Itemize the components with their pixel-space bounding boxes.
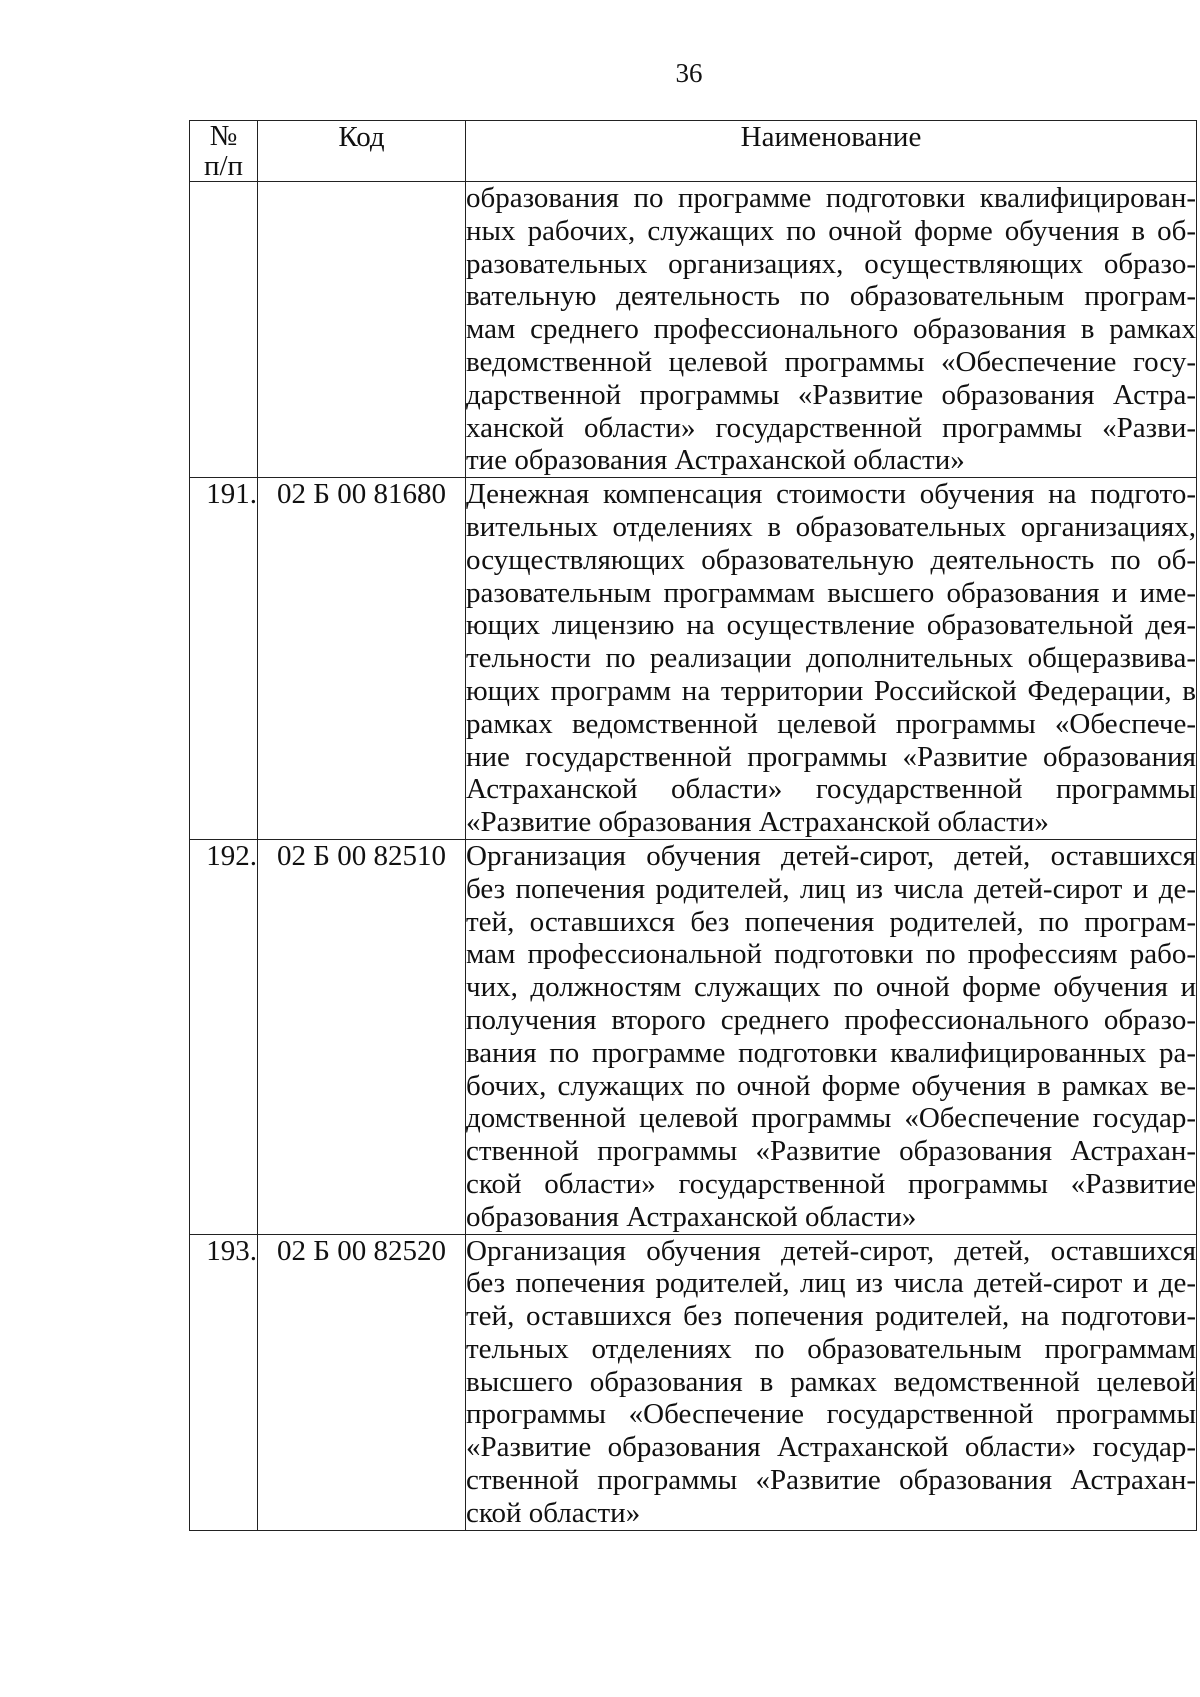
row-name-line: высшего образования в рамках ведомственной целевой — [466, 1365, 1196, 1398]
row-name-line: осуществляющих образовательную деятельность по об- — [466, 543, 1196, 576]
row-code: 02 Б 00 82520 — [258, 1234, 466, 1530]
row-name-line: ственной программы «Развитие образования Астрахан- — [466, 1135, 1196, 1168]
row-name-line: образования по программе подготовки квалифицирован- — [466, 182, 1196, 214]
row-name — [466, 182, 1197, 478]
row-name-line: мам среднего профессионального образования в рамках — [466, 313, 1196, 346]
row-name-line: бочих, служащих по очной форме обучения в рамках ве- — [466, 1069, 1196, 1102]
row-number — [190, 182, 258, 478]
table-row — [190, 478, 1197, 840]
row-name-line: дарственной программы «Развитие образования Астра- — [466, 378, 1196, 411]
row-name-line: тельных отделениях по образовательным программам — [466, 1332, 1196, 1365]
row-name-line: тие образования Астраханской области» — [466, 444, 965, 477]
table-row — [190, 182, 1197, 478]
row-name-line: разовательным программам высшего образования и име- — [466, 576, 1196, 609]
row-code: 02 Б 00 82510 — [258, 839, 466, 1234]
row-code: 02 Б 00 81680 — [258, 478, 466, 840]
row-name-line: получения второго среднего профессионального образо- — [466, 1003, 1196, 1036]
row-name-line: Организация обучения детей-сирот, детей, оставшихся — [466, 839, 1196, 872]
row-name-line: чих, должностям служащих по очной форме обучения и — [466, 971, 1196, 1004]
table-row — [190, 1234, 1197, 1530]
row-name-line: тельности по реализации дополнительных общеразвива- — [466, 642, 1196, 675]
row-name — [466, 839, 1197, 1234]
header-name: Наименование — [466, 121, 1197, 182]
header-number — [190, 121, 258, 182]
row-name-line: образования Астраханской области» — [466, 1200, 917, 1233]
row-number: 193. — [190, 1234, 258, 1530]
row-name-line: вительных отделениях в образовательных организациях, — [466, 510, 1196, 543]
row-number: 191. — [190, 478, 258, 840]
row-name-line: ственной программы «Развитие образования Астрахан- — [466, 1464, 1196, 1497]
row-name-line: «Развитие образования Астраханской области» — [466, 806, 1049, 839]
row-name-line: ных рабочих, служащих по очной форме обучения в об- — [466, 214, 1196, 247]
row-name-line: Организация обучения детей-сирот, детей, оставшихся — [466, 1234, 1196, 1267]
row-name — [466, 478, 1197, 840]
row-name-line: ханской области» государственной программы «Разви- — [466, 411, 1196, 444]
row-name-line: тей, оставшихся без попечения родителей, по програм- — [466, 905, 1196, 938]
row-name-line: ющих программ на территории Российской Федерации, в — [466, 674, 1196, 707]
row-name-line: ской области» государственной программы «Развитие — [466, 1167, 1196, 1200]
row-name-line: ведомственной целевой программы «Обеспечение госу- — [466, 345, 1196, 378]
row-name-line: ской области» — [466, 1496, 641, 1529]
row-name-line: без попечения родителей, лиц из числа детей-сирот и де- — [466, 872, 1196, 905]
table-row — [190, 839, 1197, 1234]
row-name-line: Денежная компенсация стоимости обучения на подгото- — [466, 478, 1196, 511]
row-name-line: вания по программе подготовки квалифицированных ра- — [466, 1036, 1196, 1069]
header-number-abbr: п/п — [203, 150, 244, 182]
row-code — [258, 182, 466, 478]
row-name-line: вательную деятельность по образовательным програм- — [466, 280, 1196, 313]
row-name-line: рамках ведомственной целевой программы «Обеспече- — [466, 707, 1196, 740]
row-name-line: ние государственной программы «Развитие образования — [466, 740, 1196, 773]
row-number: 192. — [190, 839, 258, 1234]
row-name-line: ющих лицензию на осуществление образовательной дея- — [466, 609, 1196, 642]
row-name-line: тей, оставшихся без попечения родителей, на подготови- — [466, 1300, 1196, 1333]
row-name-line: разовательных организациях, осуществляющих образо- — [466, 247, 1196, 280]
budget-code-table — [189, 120, 1197, 1531]
row-name — [466, 1234, 1197, 1530]
page-number: 36 — [675, 58, 703, 88]
table-body — [190, 182, 1197, 1531]
row-name-line: мам профессиональной подготовки по профессиям рабо- — [466, 938, 1196, 971]
row-name-line: программы «Обеспечение государственной программы — [466, 1398, 1196, 1431]
table-container — [189, 120, 1196, 1531]
header-number-sign: № — [209, 120, 238, 152]
row-name-line: домственной целевой программы «Обеспечение государ- — [466, 1102, 1196, 1135]
table-header-row — [190, 121, 1197, 182]
row-name-line: «Развитие образования Астраханской области» государ- — [466, 1431, 1196, 1464]
header-code: Код — [258, 121, 466, 182]
row-name-line: без попечения родителей, лиц из числа детей-сирот и де- — [466, 1267, 1196, 1300]
row-name-line: Астраханской области» государственной программы — [466, 773, 1196, 806]
